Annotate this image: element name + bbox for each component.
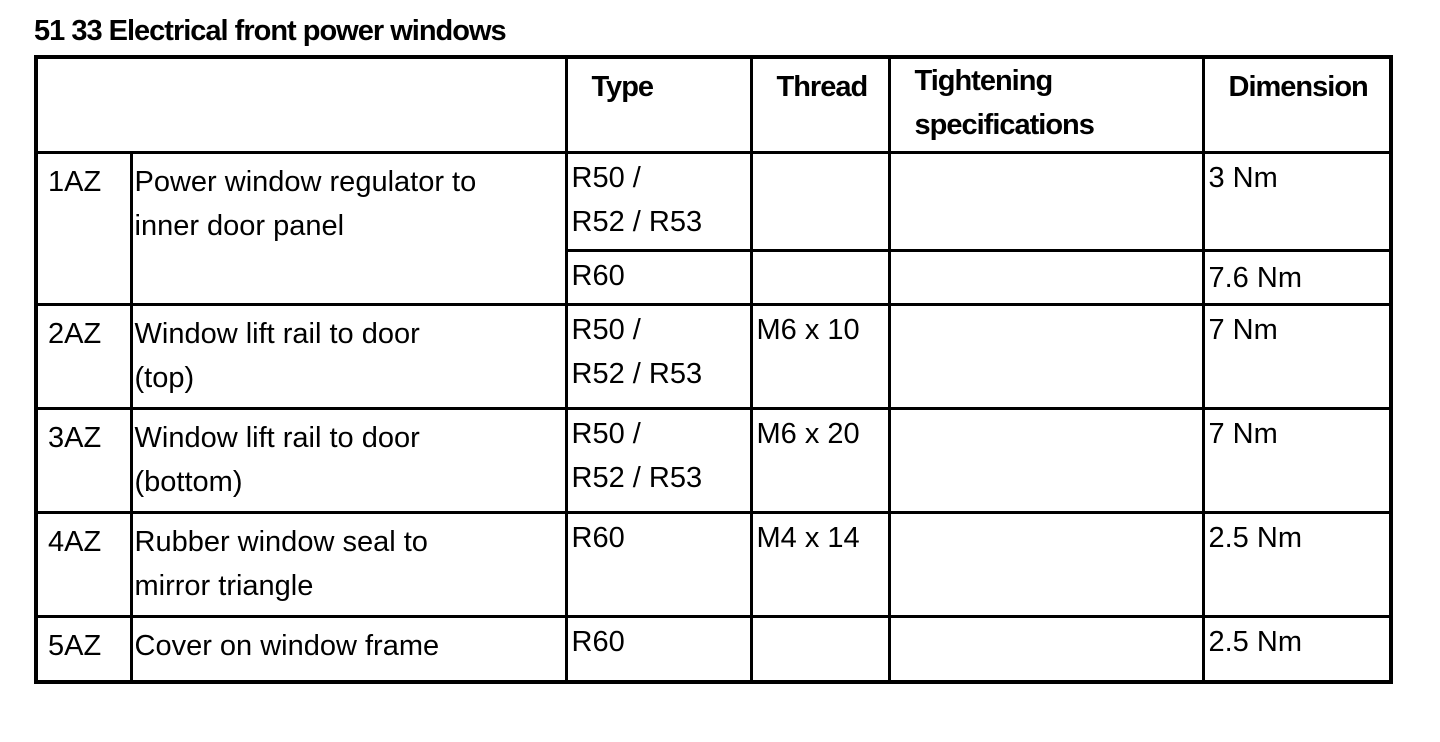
item-thread [751,616,889,682]
item-thread: M6 x 10 [751,304,889,408]
table-row [36,304,1391,408]
item-dimension: 7 Nm [1203,408,1391,512]
item-dimension: 7.6 Nm [1203,250,1391,304]
item-number: 1AZ [36,152,131,304]
item-dimension: 2.5 Nm [1203,512,1391,616]
page-title: 51 33 Electrical front power windows [34,15,506,47]
item-thread: M4 x 14 [751,512,889,616]
item-description: Power window regulator to inner door panel [131,152,566,304]
item-dimension: 7 Nm [1203,304,1391,408]
header-row [36,57,1391,152]
item-description: Window lift rail to door (top) [131,304,566,408]
item-tightening [889,250,1203,304]
item-number: 3AZ [36,408,131,512]
header-empty-cell [36,57,566,152]
item-type: R50 / R52 / R53 [566,152,751,250]
item-tightening [889,512,1203,616]
item-number: 4AZ [36,512,131,616]
item-tightening [889,152,1203,250]
header-thread: Thread [751,57,889,152]
item-description: Window lift rail to door (bottom) [131,408,566,512]
item-dimension: 3 Nm [1203,152,1391,250]
table-row [36,408,1391,512]
table-row [36,616,1391,682]
item-type: R50 / R52 / R53 [566,304,751,408]
item-type: R60 [566,616,751,682]
item-number: 2AZ [36,304,131,408]
item-thread [751,250,889,304]
table-row [36,152,1391,250]
header-type: Type [566,57,751,152]
table-row [36,512,1391,616]
item-tightening [889,616,1203,682]
item-tightening [889,304,1203,408]
header-tightening-specifications: Tightening specifications [889,57,1203,152]
item-dimension: 2.5 Nm [1203,616,1391,682]
item-tightening [889,408,1203,512]
item-description: Rubber window seal to mirror triangle [131,512,566,616]
item-type: R60 [566,512,751,616]
header-dimension: Dimension [1203,57,1391,152]
item-thread [751,152,889,250]
item-type: R60 [566,250,751,304]
item-thread: M6 x 20 [751,408,889,512]
item-description: Cover on window frame [131,616,566,682]
item-number: 5AZ [36,616,131,682]
item-type: R50 / R52 / R53 [566,408,751,512]
torque-spec-table [34,55,1393,684]
